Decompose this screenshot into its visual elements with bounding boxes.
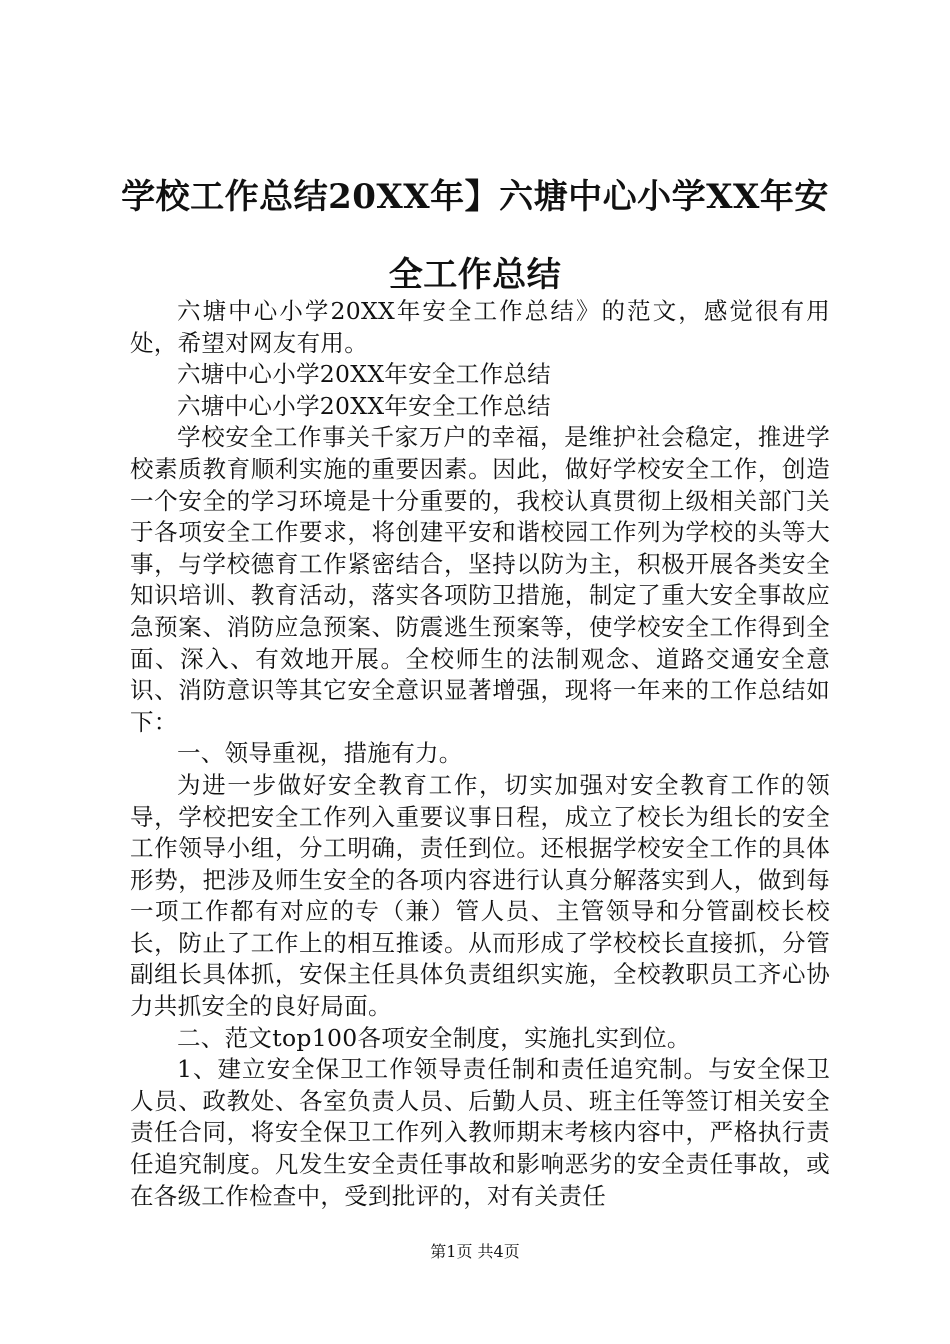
paragraph-subtitle-1: 六塘中心小学20XX年安全工作总结 [177, 360, 551, 389]
document-body [130, 296, 830, 1212]
section-heading-1: 一、领导重视，措施有力。 [177, 739, 463, 768]
paragraph-intro: 六塘中心小学20XX年安全工作总结》的范文，感觉很有用处，希望对网友有用。 [130, 297, 830, 357]
paragraph-overview: 学校安全工作事关千家万户的幸福，是维护社会稳定，推进学校素质教育顺利实施的重要因素。因此，做好学校安全工作，创造一个安全的学习环境是十分重要的，我校认真贯彻上级相关部门关于各项安全工作要求，将创建平安和谐校园工作列为学校的头等大事，与学校德育工作紧密结合，坚持以防为主，积极开展各类安全知识培训、教育活动，落实各项防卫措施，制定了重大安全事故应急预案、消防应急预案、防震逃生预案等，使学校安全工作得到全面、深入、有效地开展。全校师生的法制观念、道路交通安全意识、消防意识等其它安全意识显著增强，现将一年来的工作总结如下： [130, 423, 830, 736]
paragraph-leadership: 为进一步做好安全教育工作，切实加强对安全教育工作的领导，学校把安全工作列入重要议事日程，成立了校长为组长的安全工作领导小组，分工明确，责任到位。还根据学校安全工作的具体形势，把涉及师生安全的各项内容进行认真分解落实到人，做到每一项工作都有对应的专（兼）管人员、主管领导和分管副校长校长，防止了工作上的相互推诿。从而形成了学校校长直接抓，分管副组长具体抓，安保主任具体负责组织实施，全校教职员工齐心协力共抓安全的良好局面。 [130, 770, 830, 1021]
paragraph-responsibility: 1、建立安全保卫工作领导责任制和责任追究制。与安全保卫人员、政教处、各室负责人员、后勤人员、班主任等签订相关安全责任合同，将安全保卫工作列入教师期末考核内容中，严格执行责任追究制度。凡发生安全责任事故和影响恶劣的安全责任事故，或在各级工作检查中，受到批评的，对有关责任 [130, 1055, 830, 1210]
paragraph-subtitle-2: 六塘中心小学20XX年安全工作总结 [177, 391, 551, 420]
section-heading-2: 二、范文top100各项安全制度，实施扎实到位。 [177, 1023, 691, 1052]
document-title: 学校工作总结20XX年】六塘中心小学XX年安全工作总结 [121, 177, 829, 295]
page-footer: 第1页 共4页 [430, 1242, 520, 1261]
